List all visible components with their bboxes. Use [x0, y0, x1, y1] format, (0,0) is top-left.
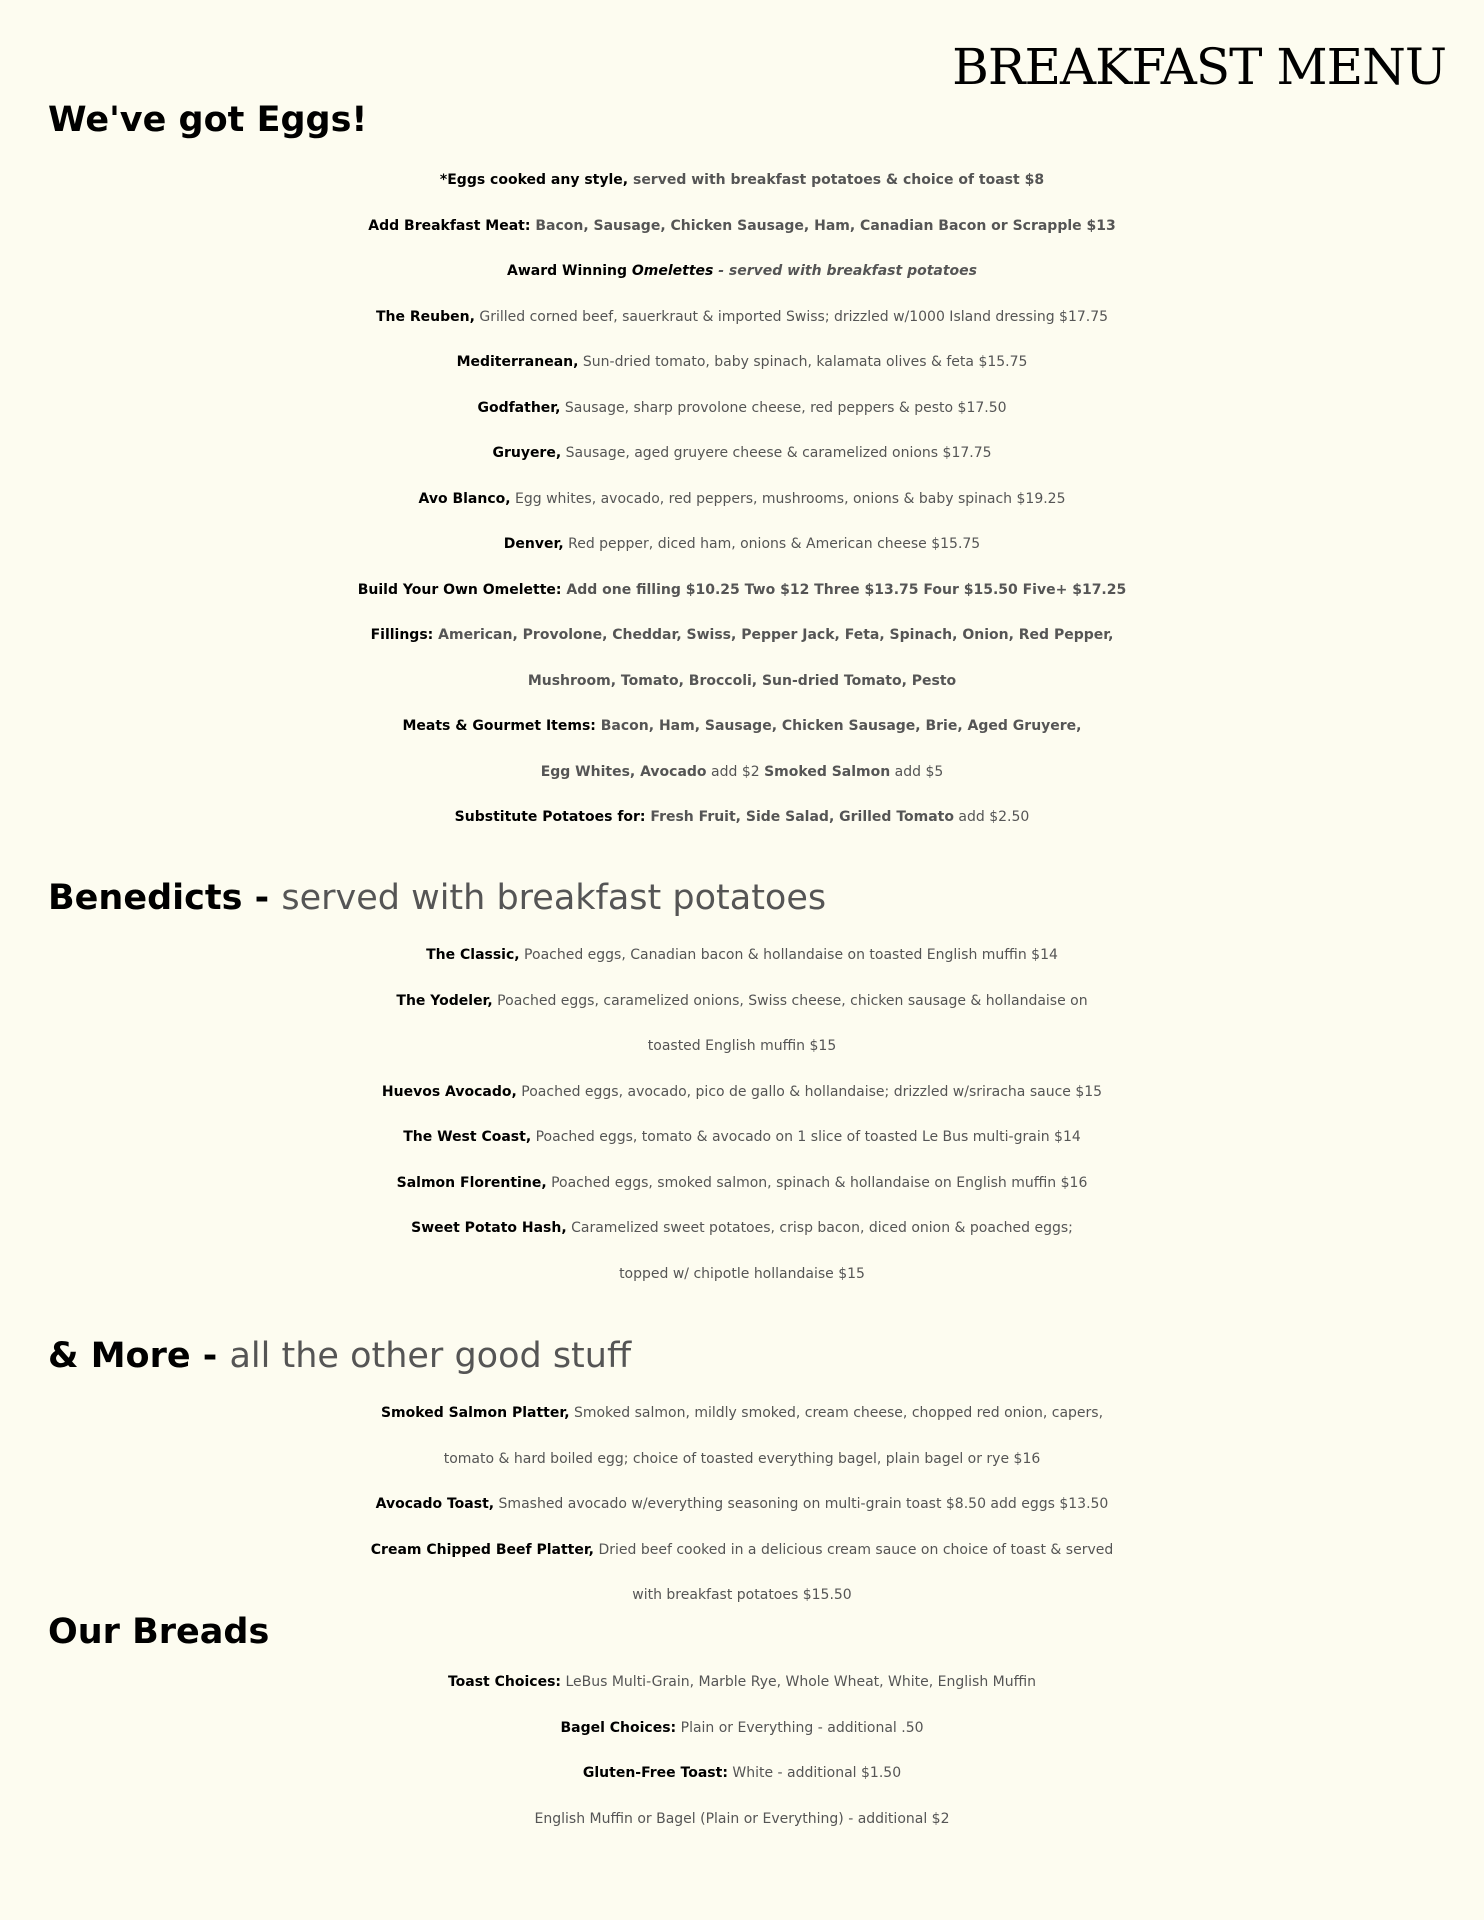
bread-option [0, 1706, 1484, 1752]
omelettes-heading-prefix: Award Winning [507, 263, 632, 279]
meats-line-2 [0, 750, 1484, 796]
item-name: The West Coast, [403, 1129, 532, 1145]
item-desc: Caramelized sweet potatoes, crisp bacon, diced onion & poached eggs; [566, 1220, 1073, 1236]
item-desc: Poached eggs, Canadian bacon & hollandaise on toasted English muffin $14 [519, 947, 1058, 963]
meats-line [0, 704, 1484, 750]
fillings-line-2: Mushroom, Tomato, Broccoli, Sun-dried Tomato, Pesto [527, 672, 957, 689]
menu-item-benedict [0, 979, 1484, 1025]
section-heading-benedicts [48, 878, 826, 918]
item-name: Meats & Gourmet Items: [402, 718, 596, 734]
item-name: Gruyere, [492, 445, 562, 461]
menu-item-omelette [0, 477, 1484, 523]
item-desc: White - additional $1.50 [727, 1765, 902, 1781]
item-desc: served with breakfast potatoes & choice of toast $8 [628, 172, 1045, 188]
item-name: Avo Blanco, [418, 490, 511, 507]
item-name: Mediterranean, [456, 354, 579, 370]
item-desc-continued: toasted English muffin $15 [647, 1038, 837, 1054]
item-desc: Sun-dried tomato, baby spinach, kalamata olives & feta $15.75 [578, 354, 1028, 370]
item-desc: Sausage, aged gruyere cheese & caramelized onions $17.75 [561, 445, 992, 461]
item-name: Fillings: [370, 627, 434, 643]
item-name: Substitute Potatoes for: [454, 809, 646, 825]
item-desc-continued: with breakfast potatoes $15.50 [632, 1587, 852, 1603]
item-desc: Poached eggs, avocado, pico de gallo & hollandaise; drizzled w/sriracha sauce $15 [516, 1083, 1103, 1100]
item-desc: Poached eggs, smoked salmon, spinach & hollandaise on English muffin $16 [546, 1174, 1088, 1191]
item-name: Bagel Choices: [560, 1719, 677, 1736]
meats-items-2: Egg Whites, Avocado [540, 763, 707, 780]
smoked-salmon-price: add $5 [890, 763, 944, 780]
menu-item-build-your-own [0, 568, 1484, 614]
fillings-line [0, 613, 1484, 659]
item-name: The Yodeler, [396, 992, 493, 1009]
item-desc: Poached eggs, tomato & avocado on 1 slice of toasted Le Bus multi-grain $14 [531, 1129, 1081, 1145]
item-name: Toast Choices: [447, 1674, 562, 1690]
item-name: Build Your Own Omelette: [357, 581, 562, 598]
item-desc: Bacon, Sausage, Chicken Sausage, Ham, Canadian Bacon or Scrapple $13 [530, 217, 1116, 234]
bread-option [0, 1660, 1484, 1706]
item-desc: Poached eggs, caramelized onions, Swiss cheese, chicken sausage & hollandaise on [492, 992, 1088, 1009]
bread-extra: English Muffin or Bagel (Plain or Everything) - additional $2 [534, 1810, 950, 1827]
item-name: The Reuben, [375, 308, 475, 325]
item-desc: LeBus Multi-Grain, Marble Rye, Whole Wheat, White, English Muffin [561, 1674, 1037, 1690]
item-name: *Eggs cooked any style, [439, 172, 629, 188]
menu-item-add-meat [0, 204, 1484, 250]
item-name: Salmon Florentine, [396, 1174, 547, 1191]
meats-price: add $2 [706, 763, 765, 780]
menu-item-more [0, 1482, 1484, 1528]
menu-item-omelette [0, 431, 1484, 477]
item-desc: Egg whites, avocado, red peppers, mushrooms, onions & baby spinach $19.25 [510, 490, 1066, 507]
benedicts-subheading: served with breakfast potatoes [281, 878, 827, 918]
menu-item-omelette [0, 522, 1484, 568]
item-desc: Add one filling $10.25 Two $12 Three $13.75 Four $15.50 Five+ $17.25 [561, 581, 1127, 598]
omelettes-heading-word: Omelettes [631, 263, 714, 279]
item-name: Gluten-Free Toast: [582, 1765, 728, 1781]
smoked-salmon-item: Smoked Salmon [764, 763, 891, 780]
section-heading-breads: Our Breads [48, 1612, 270, 1652]
eggs-section [0, 158, 1484, 841]
item-desc: Dried beef cooked in a delicious cream sauce on choice of toast & served [594, 1541, 1114, 1558]
item-name: Smoked Salmon Platter, [380, 1405, 570, 1421]
menu-item-omelette [0, 386, 1484, 432]
item-desc: Sausage, sharp provolone cheese, red peppers & pesto $17.50 [560, 399, 1007, 416]
substitute-price: add $2.50 [953, 809, 1030, 825]
benedicts-heading: Benedicts - [48, 878, 282, 918]
more-subheading: all the other good stuff [229, 1336, 632, 1376]
fillings-list: American, Provolone, Cheddar, Swiss, Pepper Jack, Feta, Spinach, Onion, Red Pepper, [433, 627, 1114, 643]
item-desc: Red pepper, diced ham, onions & American cheese $15.75 [563, 536, 981, 552]
omelettes-heading [0, 249, 1484, 295]
item-desc: Smoked salmon, mildly smoked, cream cheese, chopped red onion, capers, [569, 1405, 1104, 1421]
menu-item-more [0, 1391, 1484, 1437]
menu-item-eggs-any-style [0, 158, 1484, 204]
meats-list: Bacon, Ham, Sausage, Chicken Sausage, Brie, Aged Gruyere, [595, 718, 1082, 734]
menu-item-more [0, 1528, 1484, 1574]
item-desc-continued: tomato & hard boiled egg; choice of toasted everything bagel, plain bagel or rye $16 [443, 1450, 1041, 1467]
menu-item-benedict [0, 1070, 1484, 1116]
section-heading-eggs: We've got Eggs! [48, 100, 368, 140]
item-desc: Grilled corned beef, sauerkraut & imported Swiss; drizzled w/1000 Island dressing $17.75 [474, 308, 1109, 325]
item-desc-continued: topped w/ chipotle hollandaise $15 [619, 1265, 865, 1282]
item-name: Add Breakfast Meat: [368, 217, 531, 234]
menu-item-benedict [0, 933, 1484, 979]
menu-item-omelette [0, 340, 1484, 386]
menu-item-benedict [0, 1206, 1484, 1252]
benedicts-section [0, 933, 1484, 1297]
more-section [0, 1391, 1484, 1619]
menu-title: BREAKFAST MENU [952, 38, 1446, 96]
omelettes-heading-rest: - served with breakfast potatoes [713, 263, 977, 279]
item-desc: Plain or Everything - additional .50 [676, 1719, 924, 1736]
item-name: The Classic, [426, 947, 520, 963]
item-name: Cream Chipped Beef Platter, [370, 1541, 594, 1558]
substitute-items: Fresh Fruit, Side Salad, Grilled Tomato [645, 809, 954, 825]
substitute-line [0, 795, 1484, 841]
menu-item-benedict [0, 1115, 1484, 1161]
bread-option [0, 1751, 1484, 1797]
item-name: Huevos Avocado, [381, 1083, 517, 1100]
more-heading: & More - [48, 1336, 230, 1376]
item-name: Sweet Potato Hash, [411, 1220, 567, 1236]
item-name: Avocado Toast, [375, 1496, 495, 1512]
section-heading-more [48, 1336, 631, 1376]
menu-item-benedict [0, 1161, 1484, 1207]
item-desc: Smashed avocado w/everything seasoning on multi-grain toast $8.50 add eggs $13.50 [494, 1496, 1109, 1512]
item-name: Denver, [503, 536, 564, 552]
item-name: Godfather, [477, 399, 561, 416]
menu-item-omelette [0, 295, 1484, 341]
breads-section [0, 1660, 1484, 1842]
